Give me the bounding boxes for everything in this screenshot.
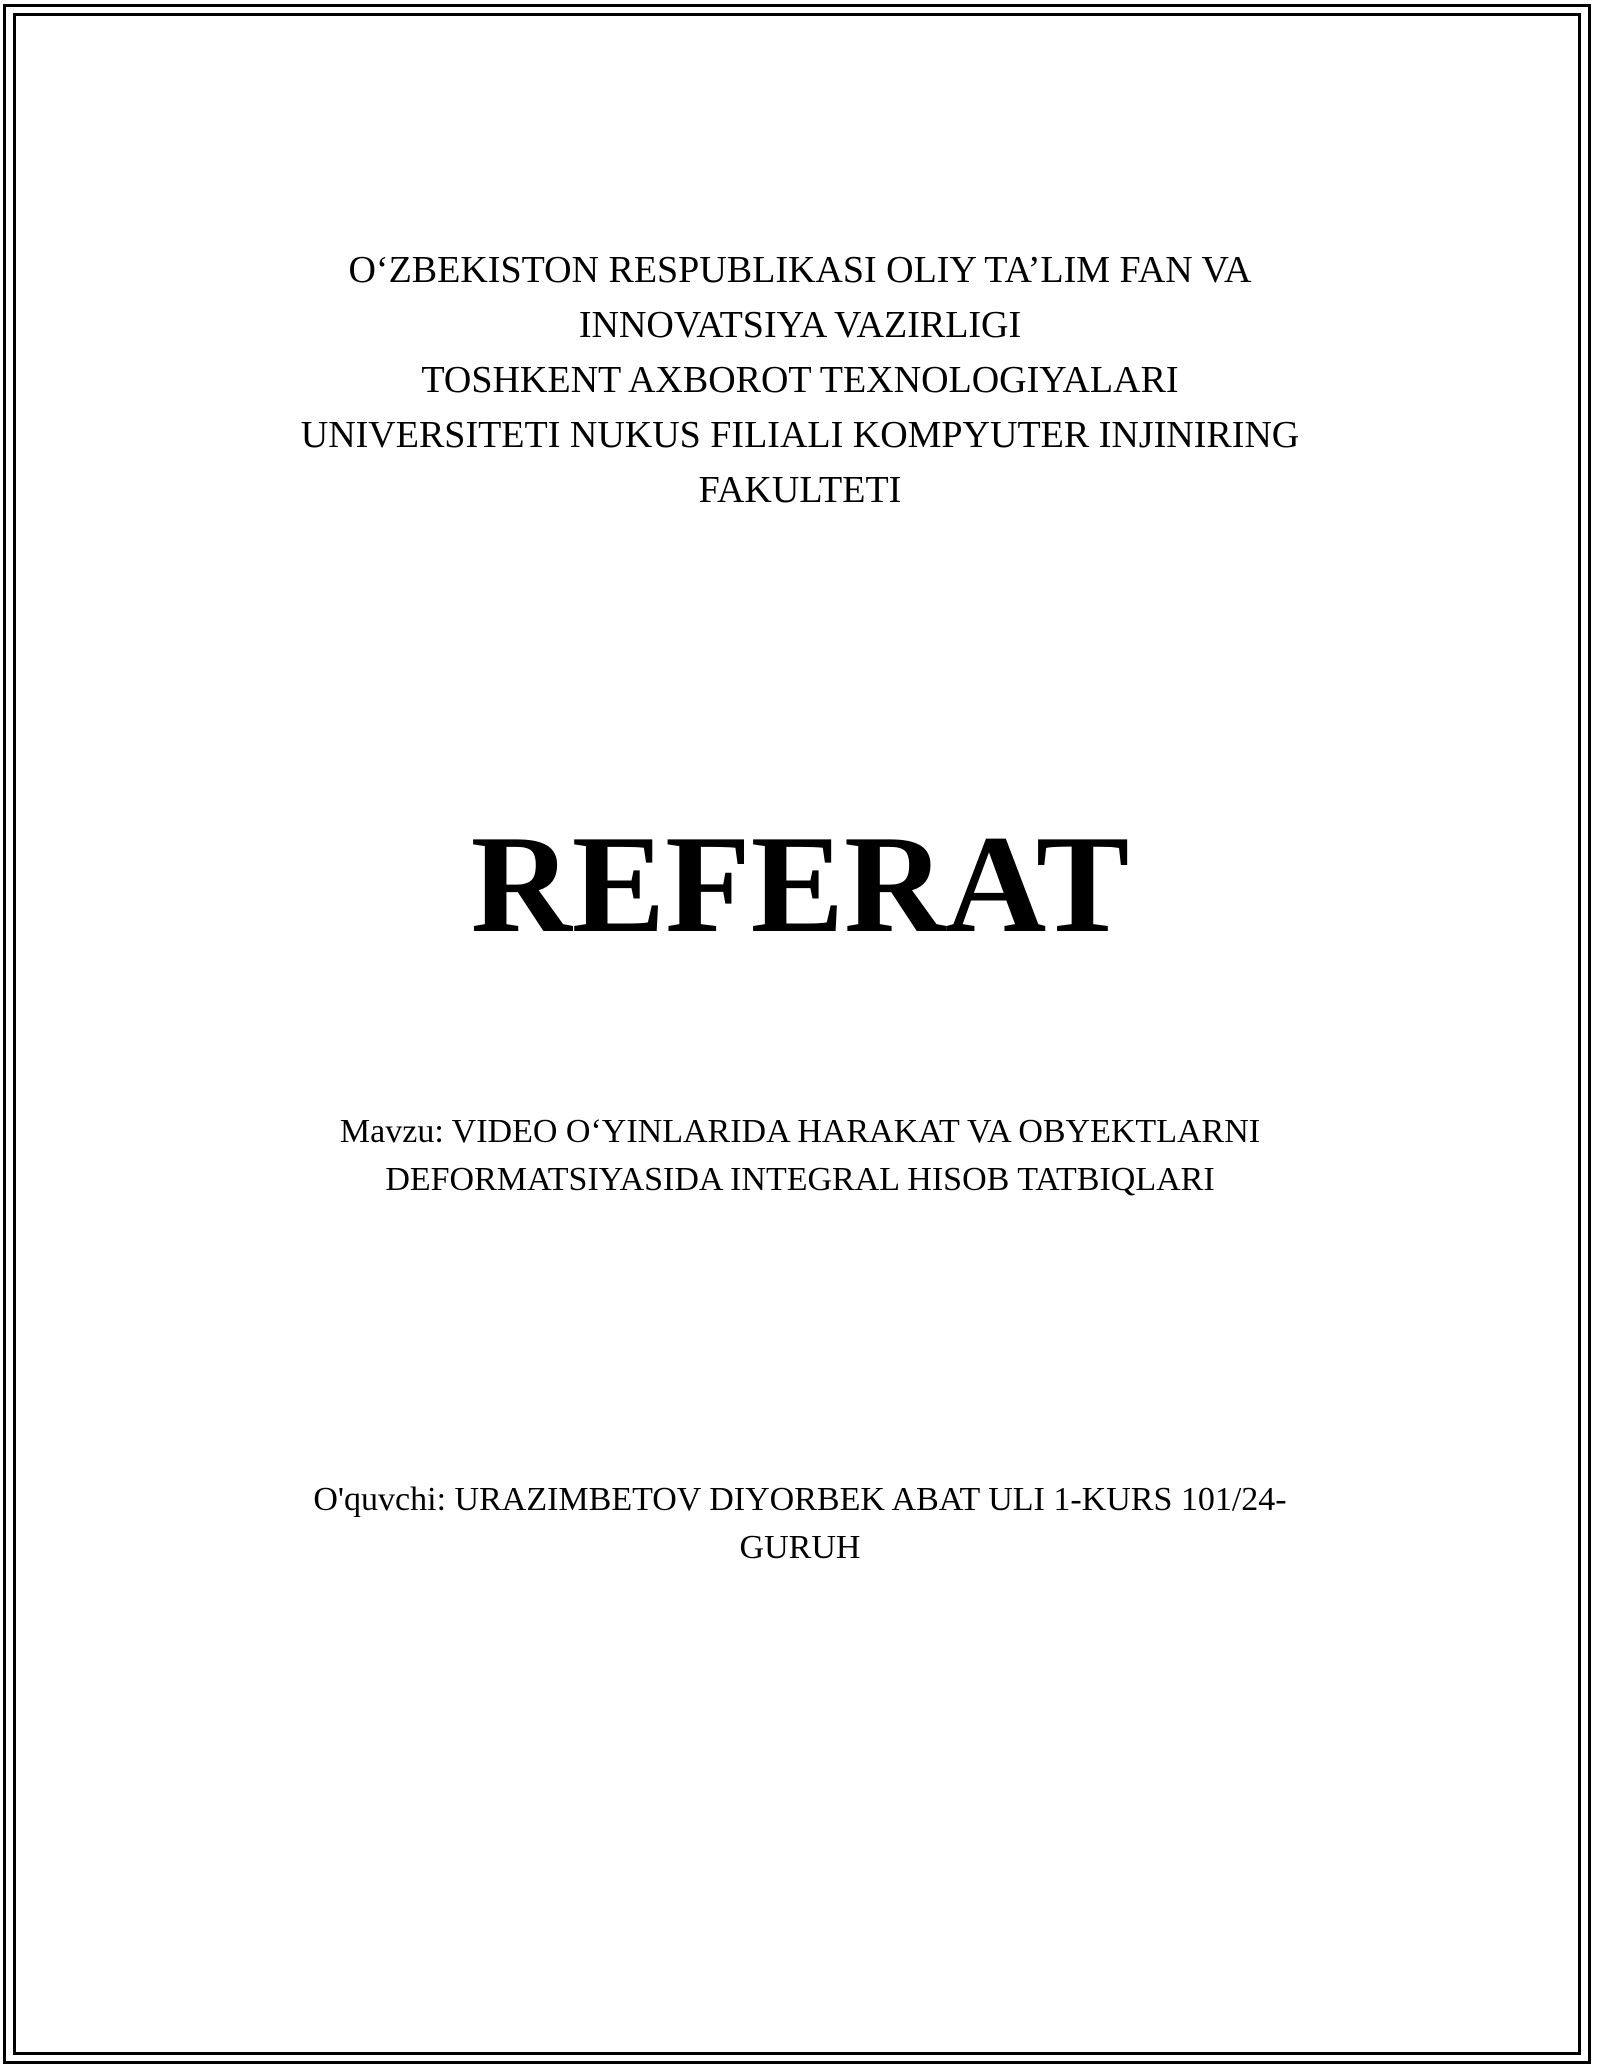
student-line: GURUH bbox=[739, 1529, 861, 1566]
header-line: TOSHKENT AXBOROT TEXNOLOGIYALARI bbox=[421, 359, 1179, 401]
header-line: FAKULTETI bbox=[698, 469, 902, 511]
header-line: O‘ZBEKISTON RESPUBLIKASI OLIY TA’LIM FAN VA bbox=[348, 249, 1252, 291]
document-title: REFERAT bbox=[470, 807, 1130, 962]
student-line: O'quvchi: URAZIMBETOV DIYORBEK ABAT ULI 1-KURS 101/24- bbox=[313, 1481, 1287, 1518]
header-line: INNOVATSIYA VAZIRLIGI bbox=[578, 304, 1022, 346]
student-block bbox=[200, 1476, 1400, 1572]
header-line: UNIVERSITETI NUKUS FILIALI KOMPYUTER INJINIRING bbox=[300, 414, 1300, 456]
topic-line: DEFORMATSIYASIDA INTEGRAL HISOB TATBIQLARI bbox=[385, 1161, 1215, 1198]
topic-line: Mavzu: VIDEO O‘YINLARIDA HARAKAT VA OBYEKTLARNI bbox=[339, 1113, 1261, 1150]
topic-block bbox=[200, 1108, 1400, 1204]
institution-header bbox=[200, 243, 1400, 518]
